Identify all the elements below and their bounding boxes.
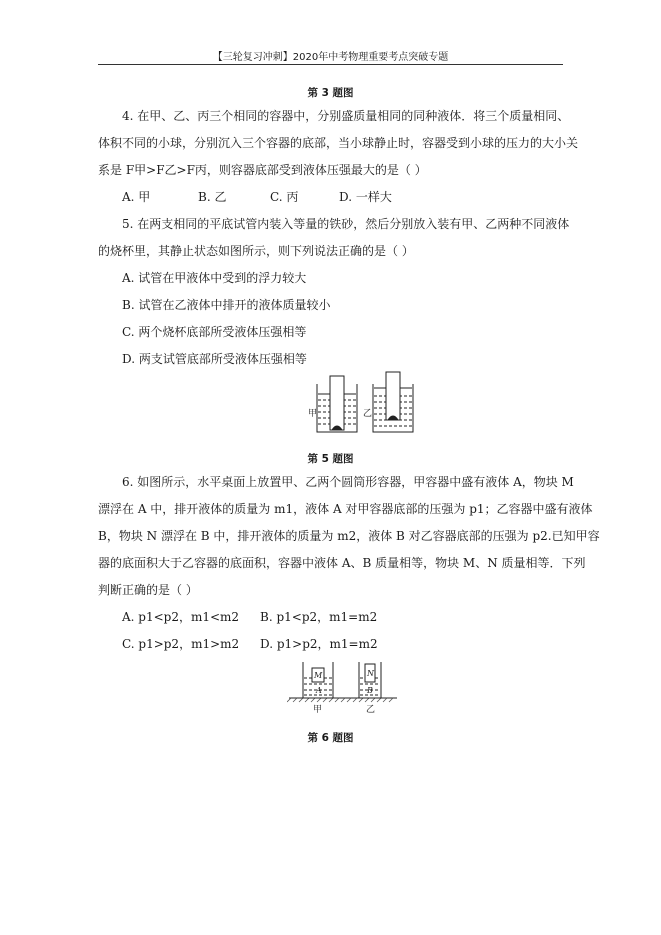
q6-option-c: C. p1>p2，m1>m2 (122, 637, 240, 651)
q6-option-d: D. p1>p2，m1=m2 (260, 637, 378, 651)
figure-6-containers (287, 656, 399, 714)
figure-3-caption: 第 3 题图 (307, 87, 354, 99)
q6-line-4: 器的底面积大于乙容器的底面积，容器中液体 A、B 质量相等，物块 M、N 质量相等．下列 (98, 556, 586, 570)
container-jia-label: 甲 (313, 705, 323, 714)
q4-option-b: B. 乙 (198, 190, 227, 204)
label-b: B (367, 686, 373, 695)
label-a: A (316, 686, 322, 695)
q5-option-d: D. 两支试管底部所受液体压强相等 (122, 352, 307, 366)
q5-option-a: A. 试管在甲液体中受到的浮力较大 (122, 271, 307, 285)
q5-option-c: C. 两个烧杯底部所受液体压强相等 (122, 325, 307, 339)
q6-line-1: 6. 如图所示，水平桌面上放置甲、乙两个圆筒形容器，甲容器中盛有液体 A，物块 M (122, 475, 574, 489)
figure-5-beakers (305, 370, 415, 438)
q6-option-a: A. p1<p2，m1<m2 (122, 610, 240, 624)
beaker-jia (317, 376, 357, 432)
q4-line-1: 4. 在甲、乙、丙三个相同的容器中，分别盛质量相同的同种液体．将三个质量相同、 (122, 109, 570, 123)
container-yi-label: 乙 (366, 705, 376, 714)
q4-option-c: C. 丙 (270, 190, 299, 204)
q4-option-a: A. 甲 (122, 190, 151, 204)
beaker-yi-label: 乙 (363, 409, 373, 419)
q6-line-5: 判断正确的是（ ） (98, 583, 198, 597)
test-tube-yi (386, 372, 400, 420)
q5-option-b: B. 试管在乙液体中排开的液体质量较小 (122, 298, 331, 312)
beaker-jia-label: 甲 (308, 409, 318, 419)
q5-line-2: 的烧杯里，其静止状态如图所示，则下列说法正确的是（ ） (98, 244, 414, 258)
q6-option-b: B. p1<p2，m1=m2 (260, 610, 378, 624)
label-m: M (314, 671, 323, 680)
label-n: N (367, 669, 374, 678)
q5-line-1: 5. 在两支相同的平底试管内装入等量的铁砂，然后分别放入装有甲、乙两种不同液体 (122, 217, 570, 231)
q4-option-d: D. 一样大 (339, 190, 392, 204)
figure-5-caption: 第 5 题图 (307, 453, 354, 465)
q4-line-3: 系是 F甲>F乙>F丙，则容器底部受到液体压强最大的是（ ） (98, 163, 427, 177)
header-divider (98, 64, 563, 65)
page-header: 【三轮复习冲刺】2020年中考物理重要考点突破专题 (212, 52, 449, 63)
beaker-yi (373, 372, 413, 432)
q4-line-2: 体积不同的小球，分别沉入三个容器的底部，当小球静止时，容器受到小球的压力的大小关 (98, 136, 579, 150)
test-tube-jia (330, 376, 344, 430)
figure-6-caption: 第 6 题图 (307, 732, 354, 744)
q6-line-2: 漂浮在 A 中，排开液体的质量为 m1，液体 A 对甲容器底部的压强为 p1；乙容器中盛有液体 (98, 502, 593, 516)
q6-line-3: B，物块 N 漂浮在 B 中，排开液体的质量为 m2，液体 B 对乙容器底部的压强为 p2.已知甲容 (98, 529, 600, 543)
